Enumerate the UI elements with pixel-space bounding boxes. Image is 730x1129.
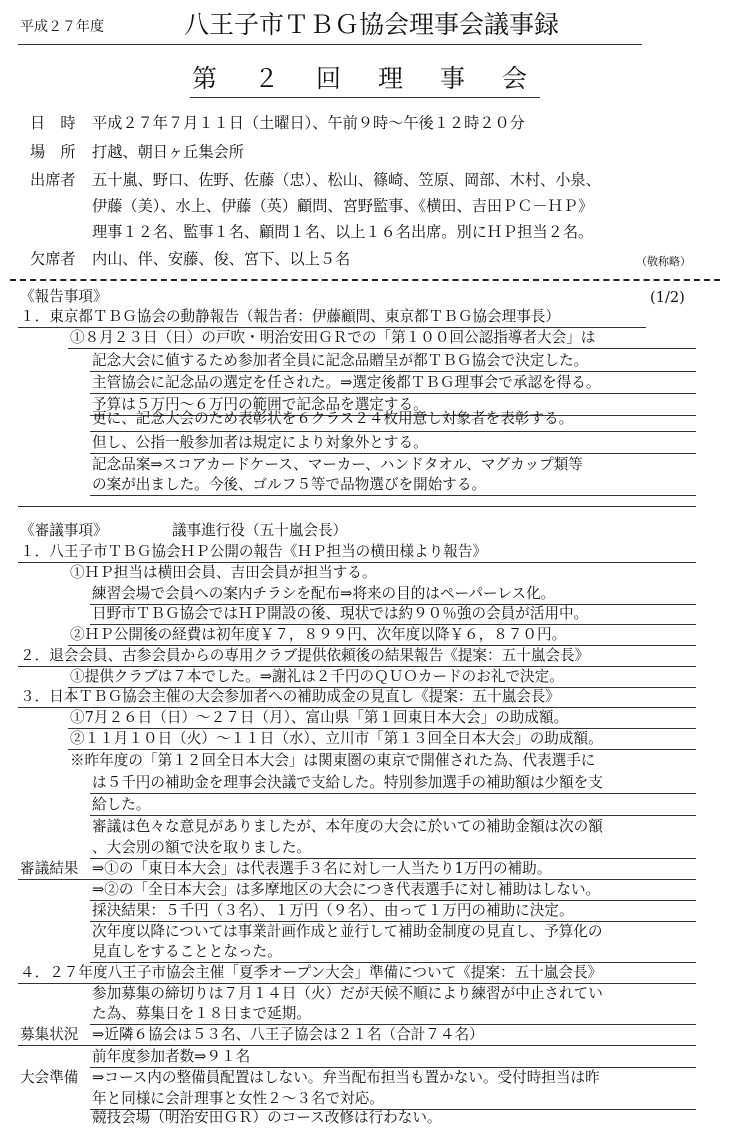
rule-line [18, 879, 696, 880]
deliberation-line: 年と同様に会計理事と女性２～３名で対応。 [92, 1090, 384, 1107]
deliberation-line: 、大会別の額で決を取りました。 [92, 839, 311, 856]
rule-line [90, 815, 696, 816]
deliberation-line: 採決結果：５千円（３名）、１万円（９名）、由って１万円の補助に決定。 [92, 902, 574, 919]
report-line: 主管協会に記念品の選定を任された。⇒選定後都ＴＢＧ理事会で承認を得る。 [92, 374, 601, 391]
recruit-label: 募集状況 [20, 1026, 79, 1043]
report-line: 記念大会に値するため参加者全員に記念品贈呈が都ＴＢＧ協会で決定した。 [92, 352, 589, 369]
page-number: (1/2) [650, 289, 685, 306]
attendees-label: 出席者 [30, 171, 76, 189]
report-line: ①８月２３日（日）の戸吹・明治安田ＧＲでの「第１００回公認指導者大会」は [70, 329, 596, 346]
report-line: 但し、公指一般参加者は規定により対象外とする。 [92, 434, 428, 451]
place-value: 打越、朝日ヶ丘集会所 [92, 143, 244, 161]
meeting-underline [190, 97, 540, 98]
report-heading: 《報告事項》 [20, 288, 108, 305]
rule-line [68, 645, 696, 646]
org-title: 八王子市ＴＢＧ協会理事会議事録 [184, 10, 560, 39]
deliberation-heading: 《審議事項》 [20, 522, 108, 539]
section-separator [10, 279, 720, 281]
fiscal-year: 平成２７年度 [20, 19, 104, 35]
attendees-line: 五十嵐、野口、佐野、佐藤（忠）、松山、篠崎、笠原、岡部、木村、小泉、 [92, 171, 601, 189]
rule-line [68, 348, 696, 349]
prep-label: 大会準備 [20, 1069, 79, 1086]
deliberation-line: ⇒②の「全日本大会」は多摩地区の大会につき代表選手に対し補助はしない。 [92, 881, 601, 898]
deliberation-line: 競技会場（明治安田ＧＲ）のコース改修は行わない。 [92, 1109, 442, 1126]
date-label: 日 時 [30, 114, 76, 132]
chair-note: 議事進行役（五十嵐会長） [172, 522, 348, 539]
rule-line [18, 327, 646, 328]
rule-line [68, 749, 696, 750]
deliberation-line: １．八王子市ＴＢＧ協会ＨＰ公開の報告《ＨＰ担当の横田様より報告》 [20, 543, 488, 560]
rule-line [90, 921, 696, 922]
report-line: 更に、記念大会のため表彰状を６クラス２４枚用意し対象者を表彰する。 [92, 410, 574, 427]
deliberation-line: ①提供クラブは７本でした。⇒謝礼は２千円のＱＵＯカードのお礼で決定。 [70, 668, 564, 685]
report-item-1: １．東京都ＴＢＧ協会の動静報告（報告者：伊藤顧問、東京都ＴＢＧ協会理事長） [20, 308, 560, 325]
rule-line [90, 858, 696, 859]
deliberation-line: 練習会場で会員への案内チラシを配布⇒将来の目的はペーパーレス化。 [92, 585, 556, 602]
deliberation-line: 見直しをすることとなった。 [92, 943, 282, 960]
rule-line [90, 393, 696, 394]
deliberation-line: 参加募集の締切りは７月１４日（火）だが天候不順により練習が中止されてい [92, 985, 603, 1002]
rule-line [90, 962, 696, 963]
rule-line [18, 506, 696, 507]
rule-line [90, 431, 696, 432]
deliberation-line: ②ＨＰ公開後の経費は初年度￥７，８９９円、次年度以降￥６，８７０円。 [70, 626, 567, 643]
deliberation-line: ３．日本ＴＢＧ協会主催の大会参加者への補助成金の見直し《提案：五十嵐会長》 [20, 688, 560, 705]
attendees-line: 伊藤（美）、水上、伊藤（英）顧問、宮野監事、《横田、吉田ＰＣ－ＨＰ》 [92, 197, 594, 215]
report-line: の案が出ました。今後、ゴルフ５等で品物選びを開始する。 [92, 476, 487, 493]
deliberation-line: ①ＨＰ担当は横田会員、吉田会員が担当する。 [70, 564, 377, 581]
deliberation-line: ②１１月１０日（火）～１１日（水）、立川市「第１３回全日本大会」の助成額。 [70, 730, 603, 747]
honorific-note: （敬称略） [636, 255, 691, 268]
rule-line [90, 371, 696, 372]
deliberation-line: ※昨年度の「第１２回全日本大会」は関東圏の東京で開催された為、代表選手に [70, 752, 596, 769]
deliberation-line: 給した。 [92, 796, 151, 813]
result-label: 審議結果 [20, 860, 79, 877]
deliberation-line: ⇒近隣６協会は５３名、八王子協会は２１名（合計７４名） [92, 1026, 484, 1043]
deliberation-line: 前年度参加者数⇒９１名 [92, 1048, 251, 1065]
absent-value: 内山、伴、安藤、俊、宮下、以上５名 [92, 250, 351, 268]
deliberation-line: ①7月２６日（日）～２７日（月）、富山県「第１回東日本大会」の助成額。 [70, 709, 569, 726]
rule-line [90, 453, 696, 454]
rule-line [90, 624, 696, 625]
deliberation-line: ⇒コース内の整備員配置はしない。弁当配布担当も置かない。受付時担当は昨 [92, 1069, 600, 1086]
title-underline [18, 44, 642, 45]
deliberation-line: 審議は色々な意見がありましたが、本年度の大会に於いての補助金額は次の額 [92, 818, 603, 835]
date-value: 平成２７年７月１１日（土曜日）、午前９時～午後１２時２０分 [92, 114, 525, 132]
rule-line [68, 728, 696, 729]
deliberation-line: 次年度以降については事業計画作成と並行して補助金制度の見直し、予算化の [92, 923, 603, 940]
rule-line [18, 983, 696, 984]
deliberation-line: ⇒①の「東日本大会」は代表選手３名に対し一人当たり1万円の補助。 [92, 860, 552, 877]
absent-label: 欠席者 [30, 250, 76, 268]
report-line: 記念品案⇒スコアカードケース、マーカー、ハンドタオル、マグカップ類等 [92, 456, 583, 473]
meeting-title: 第 ２ 回 理 事 会 [192, 64, 534, 93]
rule-line [90, 793, 696, 794]
rule-line [18, 562, 696, 563]
deliberation-line: ２．退会会員、古参会員からの専用クラブ提供依頼後の結果報告《提案：五十嵐会長》 [20, 647, 590, 664]
rule-line [90, 1024, 696, 1025]
deliberation-line: は５千円の補助金を理事会決議で支給した。特別参加選手の補助額は少額を支 [92, 774, 603, 791]
rule-line [90, 495, 696, 496]
rule-line [18, 1045, 696, 1046]
place-label: 場 所 [30, 143, 76, 161]
deliberation-line: ４．２７年度八王子市協会主催「夏季オープン大会」準備について《提案：五十嵐会長》 [20, 964, 603, 981]
attendees-line: 理事１２名、監事１名、顧問１名、以上１６名出席。別にＨＰ担当２名。 [92, 223, 594, 241]
rule-line [90, 900, 696, 901]
rule-line [18, 707, 696, 708]
rule-line [90, 1067, 696, 1068]
deliberation-line: 日野市ＴＢＧ協会ではＨＰ開設の後、現状では約９０％強の会員が活用中。 [92, 605, 589, 622]
deliberation-line: た為、募集日を１８日まで延期。 [92, 1005, 311, 1022]
report-line: 予算は５万円～６万円の範囲で記念品を選定する。 [92, 396, 428, 413]
rule-line [18, 666, 696, 667]
